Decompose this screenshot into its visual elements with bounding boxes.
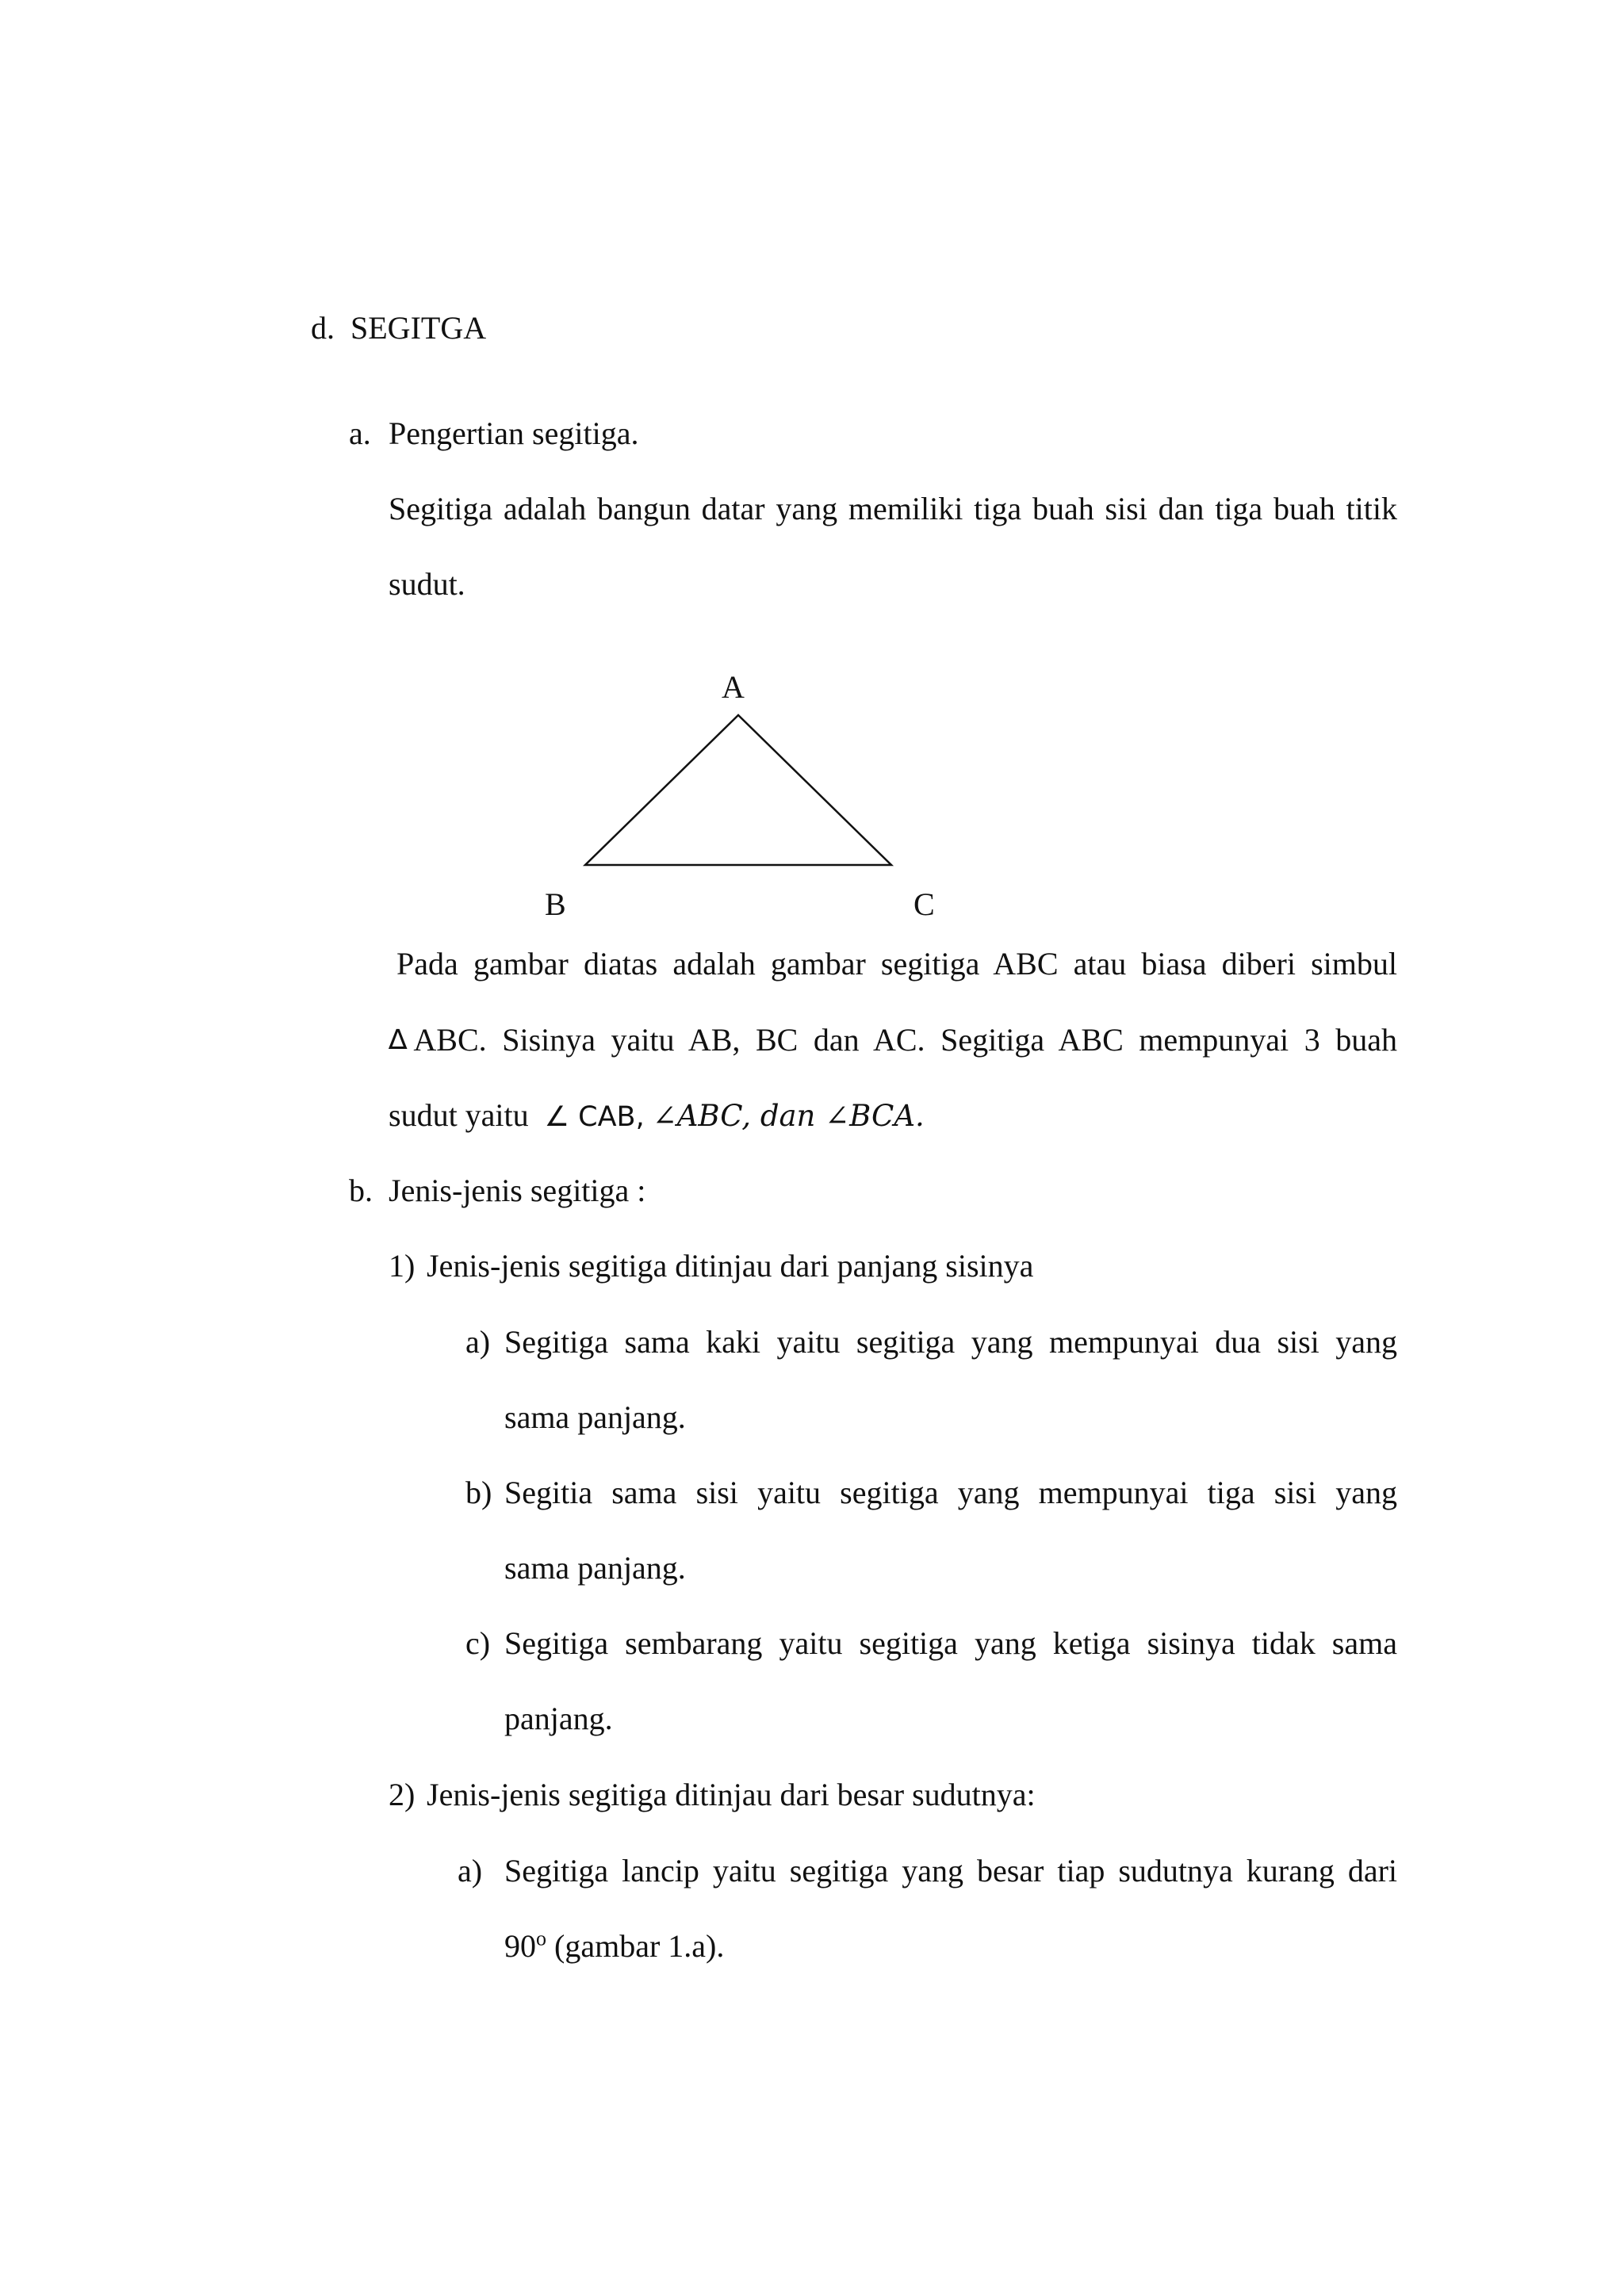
part-b-heading: Jenis-jenis segitiga : xyxy=(389,1173,646,1208)
definition-line-1: Segitiga adalah bangun datar yang memiliki tiga buah sisi dan tiga buah titik xyxy=(389,491,1397,526)
group-1-item-a-marker: a) xyxy=(465,1324,491,1360)
section-title: SEGITGA xyxy=(350,310,487,346)
group-1-item-a-line-2: sama panjang. xyxy=(504,1399,686,1435)
definition-line-2: sudut. xyxy=(389,566,465,602)
group-2-item-a-line-1: Segitiga lancip yaitu segitiga yang besar tiap sudutnya kurang dari xyxy=(504,1853,1397,1888)
group-1-item-b-marker: b) xyxy=(465,1475,492,1510)
group-1-item-b-line-1: Segitia sama sisi yaitu segitiga yang mempunyai tiga sisi yang xyxy=(504,1475,1397,1510)
triangle-abc xyxy=(585,715,891,865)
group-2-marker: 2) xyxy=(389,1777,416,1812)
explanation-line-3 xyxy=(389,1096,925,1136)
part-a-heading: Pengertian segitiga. xyxy=(389,415,639,451)
group-1-marker: 1) xyxy=(389,1248,416,1284)
figure-reference: (gambar 1.a). xyxy=(546,1928,725,1964)
group-1-item-c-marker: c) xyxy=(465,1625,491,1661)
section-marker: d. xyxy=(311,310,335,346)
group-2-item-a-marker: a) xyxy=(458,1853,483,1888)
explanation-line-2-text: ABC. Sisinya yaitu AB, BC dan AC. Segitiga ABC mempunyai 3 buah xyxy=(413,1022,1397,1058)
group-1-item-c-line-2: panjang. xyxy=(504,1701,613,1736)
angle-cab: ∠ CAB, xyxy=(544,1101,645,1133)
explanation-line-1: Pada gambar diatas adalah gambar segitiga ABC atau biasa diberi simbul xyxy=(396,946,1397,982)
group-1-heading: Jenis-jenis segitiga ditinjau dari panjang sisinya xyxy=(427,1248,1034,1284)
triangle-symbol: ∆ xyxy=(389,1024,408,1056)
group-1-item-b-line-2: sama panjang. xyxy=(504,1550,686,1586)
vertex-label-a: A xyxy=(722,669,745,705)
part-a-marker: a. xyxy=(349,415,371,451)
vertex-label-b: B xyxy=(545,886,566,922)
angle-value: 90 xyxy=(504,1928,536,1964)
angle-abc-bca: ∠ABC, dan ∠BCA. xyxy=(652,1099,925,1133)
explanation-line-2 xyxy=(389,1021,1397,1059)
group-2-heading: Jenis-jenis segitiga ditinjau dari besar sudutnya: xyxy=(427,1777,1036,1812)
vertex-label-c: C xyxy=(914,886,935,922)
group-1-item-a-line-1: Segitiga sama kaki yaitu segitiga yang mempunyai dua sisi yang xyxy=(504,1324,1397,1360)
group-2-item-a-line-2 xyxy=(504,1927,724,1965)
degree-symbol: o xyxy=(536,1927,546,1950)
explanation-line-3-text: sudut yaitu xyxy=(389,1097,529,1133)
group-1-item-c-line-1: Segitiga sembarang yaitu segitiga yang ketiga sisinya tidak sama xyxy=(504,1625,1397,1661)
part-b-marker: b. xyxy=(349,1173,373,1208)
